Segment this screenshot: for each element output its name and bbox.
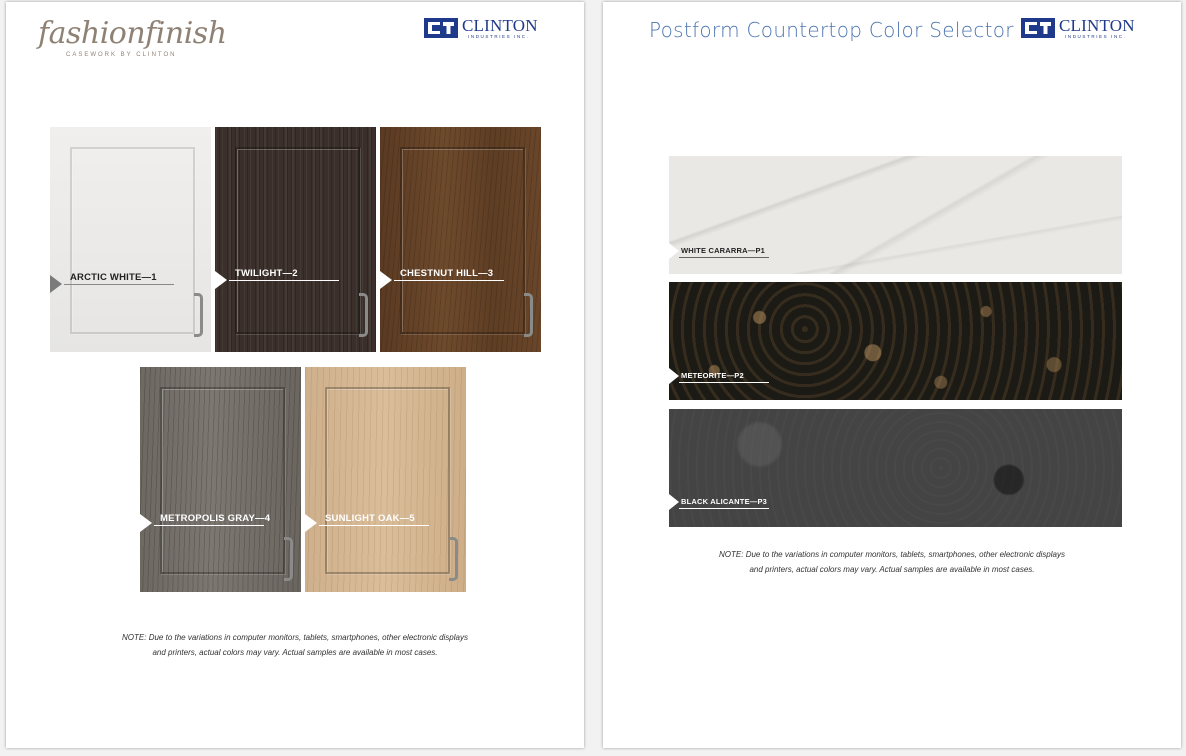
door-swatch-sunlight-oak xyxy=(305,367,466,592)
door-label: CHESTNUT HILL—3 xyxy=(400,268,494,279)
door-panel-frame xyxy=(160,387,285,574)
clinton-brand-subtitle: INDUSTRIES INC. xyxy=(468,34,530,39)
label-arrow-icon xyxy=(669,368,679,384)
label-underline xyxy=(64,284,174,285)
label-underline xyxy=(319,525,429,526)
clinton-mark-icon xyxy=(424,18,458,38)
label-arrow-icon xyxy=(215,271,227,289)
label-underline xyxy=(679,382,769,383)
label-arrow-icon xyxy=(305,514,317,532)
door-swatch-twilight xyxy=(215,127,376,352)
label-underline xyxy=(394,280,504,281)
countertop-label: METEORITE—P2 xyxy=(681,371,744,380)
door-swatch-metropolis-gray xyxy=(140,367,301,592)
countertop-swatch-meteorite xyxy=(669,282,1122,400)
door-handle xyxy=(359,293,368,337)
door-panel-frame xyxy=(235,147,360,334)
label-arrow-icon xyxy=(669,494,679,510)
note-line: and printers, actual colors may vary. Actual samples are available in most cases. xyxy=(749,565,1035,574)
door-swatch-arctic-white xyxy=(50,127,211,352)
note-line: NOTE: Due to the variations in computer monitors, tablets, smartphones, other electronic displays xyxy=(719,550,1065,559)
label-arrow-icon xyxy=(669,243,679,259)
clinton-brand-name: CLINTON xyxy=(462,16,538,35)
countertop-label: WHITE CARARRA—P1 xyxy=(681,246,766,255)
door-handle xyxy=(284,537,293,581)
label-arrow-icon xyxy=(380,271,392,289)
label-underline xyxy=(679,508,769,509)
clinton-logo xyxy=(424,16,544,42)
clinton-logo xyxy=(1021,16,1141,42)
label-arrow-icon xyxy=(140,514,152,532)
color-disclaimer-note xyxy=(603,547,1181,577)
fashionfinish-logo xyxy=(38,16,228,64)
color-disclaimer-note xyxy=(6,630,584,660)
door-label: ARCTIC WHITE—1 xyxy=(70,272,157,283)
door-swatch-chestnut-hill xyxy=(380,127,541,352)
countertop-swatch-white-cararra xyxy=(669,156,1122,274)
fashionfinish-page xyxy=(6,2,584,748)
door-panel-frame xyxy=(325,387,450,574)
fashionfinish-logo-tagline: CASEWORK BY CLINTON xyxy=(66,52,177,58)
page-title: Postform Countertop Color Selector xyxy=(649,18,1014,42)
door-handle xyxy=(524,293,533,337)
fashionfinish-logo-text: fashionfinish xyxy=(38,16,227,51)
clinton-brand-name: CLINTON xyxy=(1059,16,1135,35)
clinton-brand-subtitle: INDUSTRIES INC. xyxy=(1065,34,1127,39)
note-line: and printers, actual colors may vary. Actual samples are available in most cases. xyxy=(152,648,438,657)
label-underline xyxy=(679,257,769,258)
label-underline xyxy=(229,280,339,281)
door-handle xyxy=(449,537,458,581)
countertop-swatch-black-alicante xyxy=(669,409,1122,527)
note-line: NOTE: Due to the variations in computer monitors, tablets, smartphones, other electronic displays xyxy=(122,633,468,642)
countertop-selector-page xyxy=(603,2,1181,748)
countertop-label: BLACK ALICANTE—P3 xyxy=(681,497,768,506)
door-label: SUNLIGHT OAK—5 xyxy=(325,513,415,524)
door-panel-frame xyxy=(70,147,195,334)
label-arrow-icon xyxy=(50,275,62,293)
door-label: TWILIGHT—2 xyxy=(235,268,298,279)
label-underline xyxy=(154,525,264,526)
door-panel-frame xyxy=(400,147,525,334)
door-handle xyxy=(194,293,203,337)
door-label: METROPOLIS GRAY—4 xyxy=(160,513,271,524)
clinton-mark-icon xyxy=(1021,18,1055,38)
